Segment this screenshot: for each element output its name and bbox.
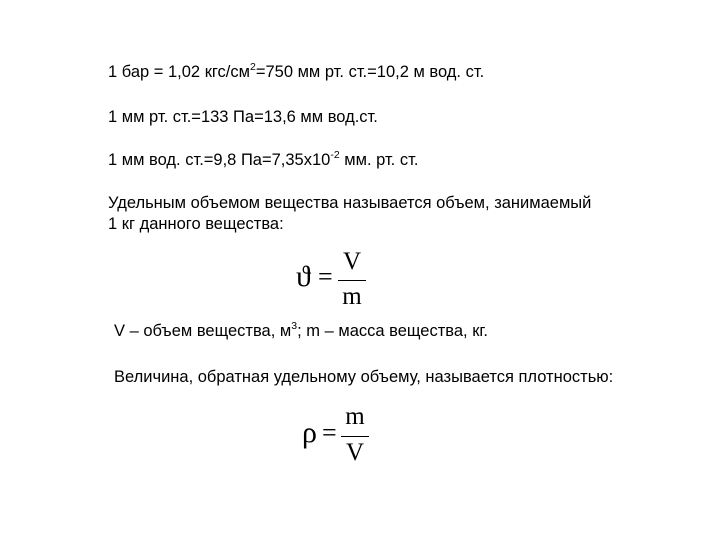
pressure-units-mmwater-line (108, 150, 418, 170)
text-segment: 1 мм рт. ст.=133 Па=13,6 мм вод.ст. (108, 108, 378, 126)
text-segment: =750 мм рт. ст.=10,2 м вод. ст. (255, 63, 485, 81)
pressure-units-mmhg-line (108, 107, 378, 127)
text-segment: V – объем вещества, м (114, 322, 292, 340)
specific-volume-definition-line2 (108, 214, 284, 234)
superscript: 2 (250, 60, 256, 73)
text-segment: 1 мм вод. ст.=9,8 Па=7,35х10 (108, 151, 331, 169)
specific-volume-formula (296, 246, 386, 312)
text-segment: Удельным объемом вещества называется объем, занимаемый (108, 194, 592, 212)
fraction-bar (341, 436, 369, 437)
formula-denominator: m (342, 283, 362, 310)
specific-volume-symbol: ϑ (296, 260, 311, 293)
formula-numerator: m (345, 403, 365, 430)
superscript: 3 (291, 319, 298, 332)
formula-denominator: V (345, 439, 365, 466)
text-segment: ; m – масса вещества, кг. (297, 322, 488, 340)
formula-numerator: V (342, 248, 362, 275)
fraction-bar (338, 280, 366, 281)
pressure-units-bar-line (108, 62, 484, 82)
equals-sign: = (322, 418, 337, 447)
density-formula (302, 400, 382, 466)
text-segment: 1 кг данного вещества: (108, 215, 284, 233)
text-segment: Величина, обратная удельному объему, называется плотностью: (114, 368, 614, 386)
density-definition-line (114, 367, 613, 387)
equals-sign: = (318, 262, 333, 291)
specific-volume-definition-line1 (108, 193, 591, 213)
text-segment: 1 бар = 1,02 кгс/см (108, 63, 250, 81)
text-segment: мм. рт. ст. (339, 151, 419, 169)
variables-legend-line (114, 321, 488, 341)
superscript: -2 (330, 148, 340, 161)
density-symbol: ρ (302, 416, 317, 449)
